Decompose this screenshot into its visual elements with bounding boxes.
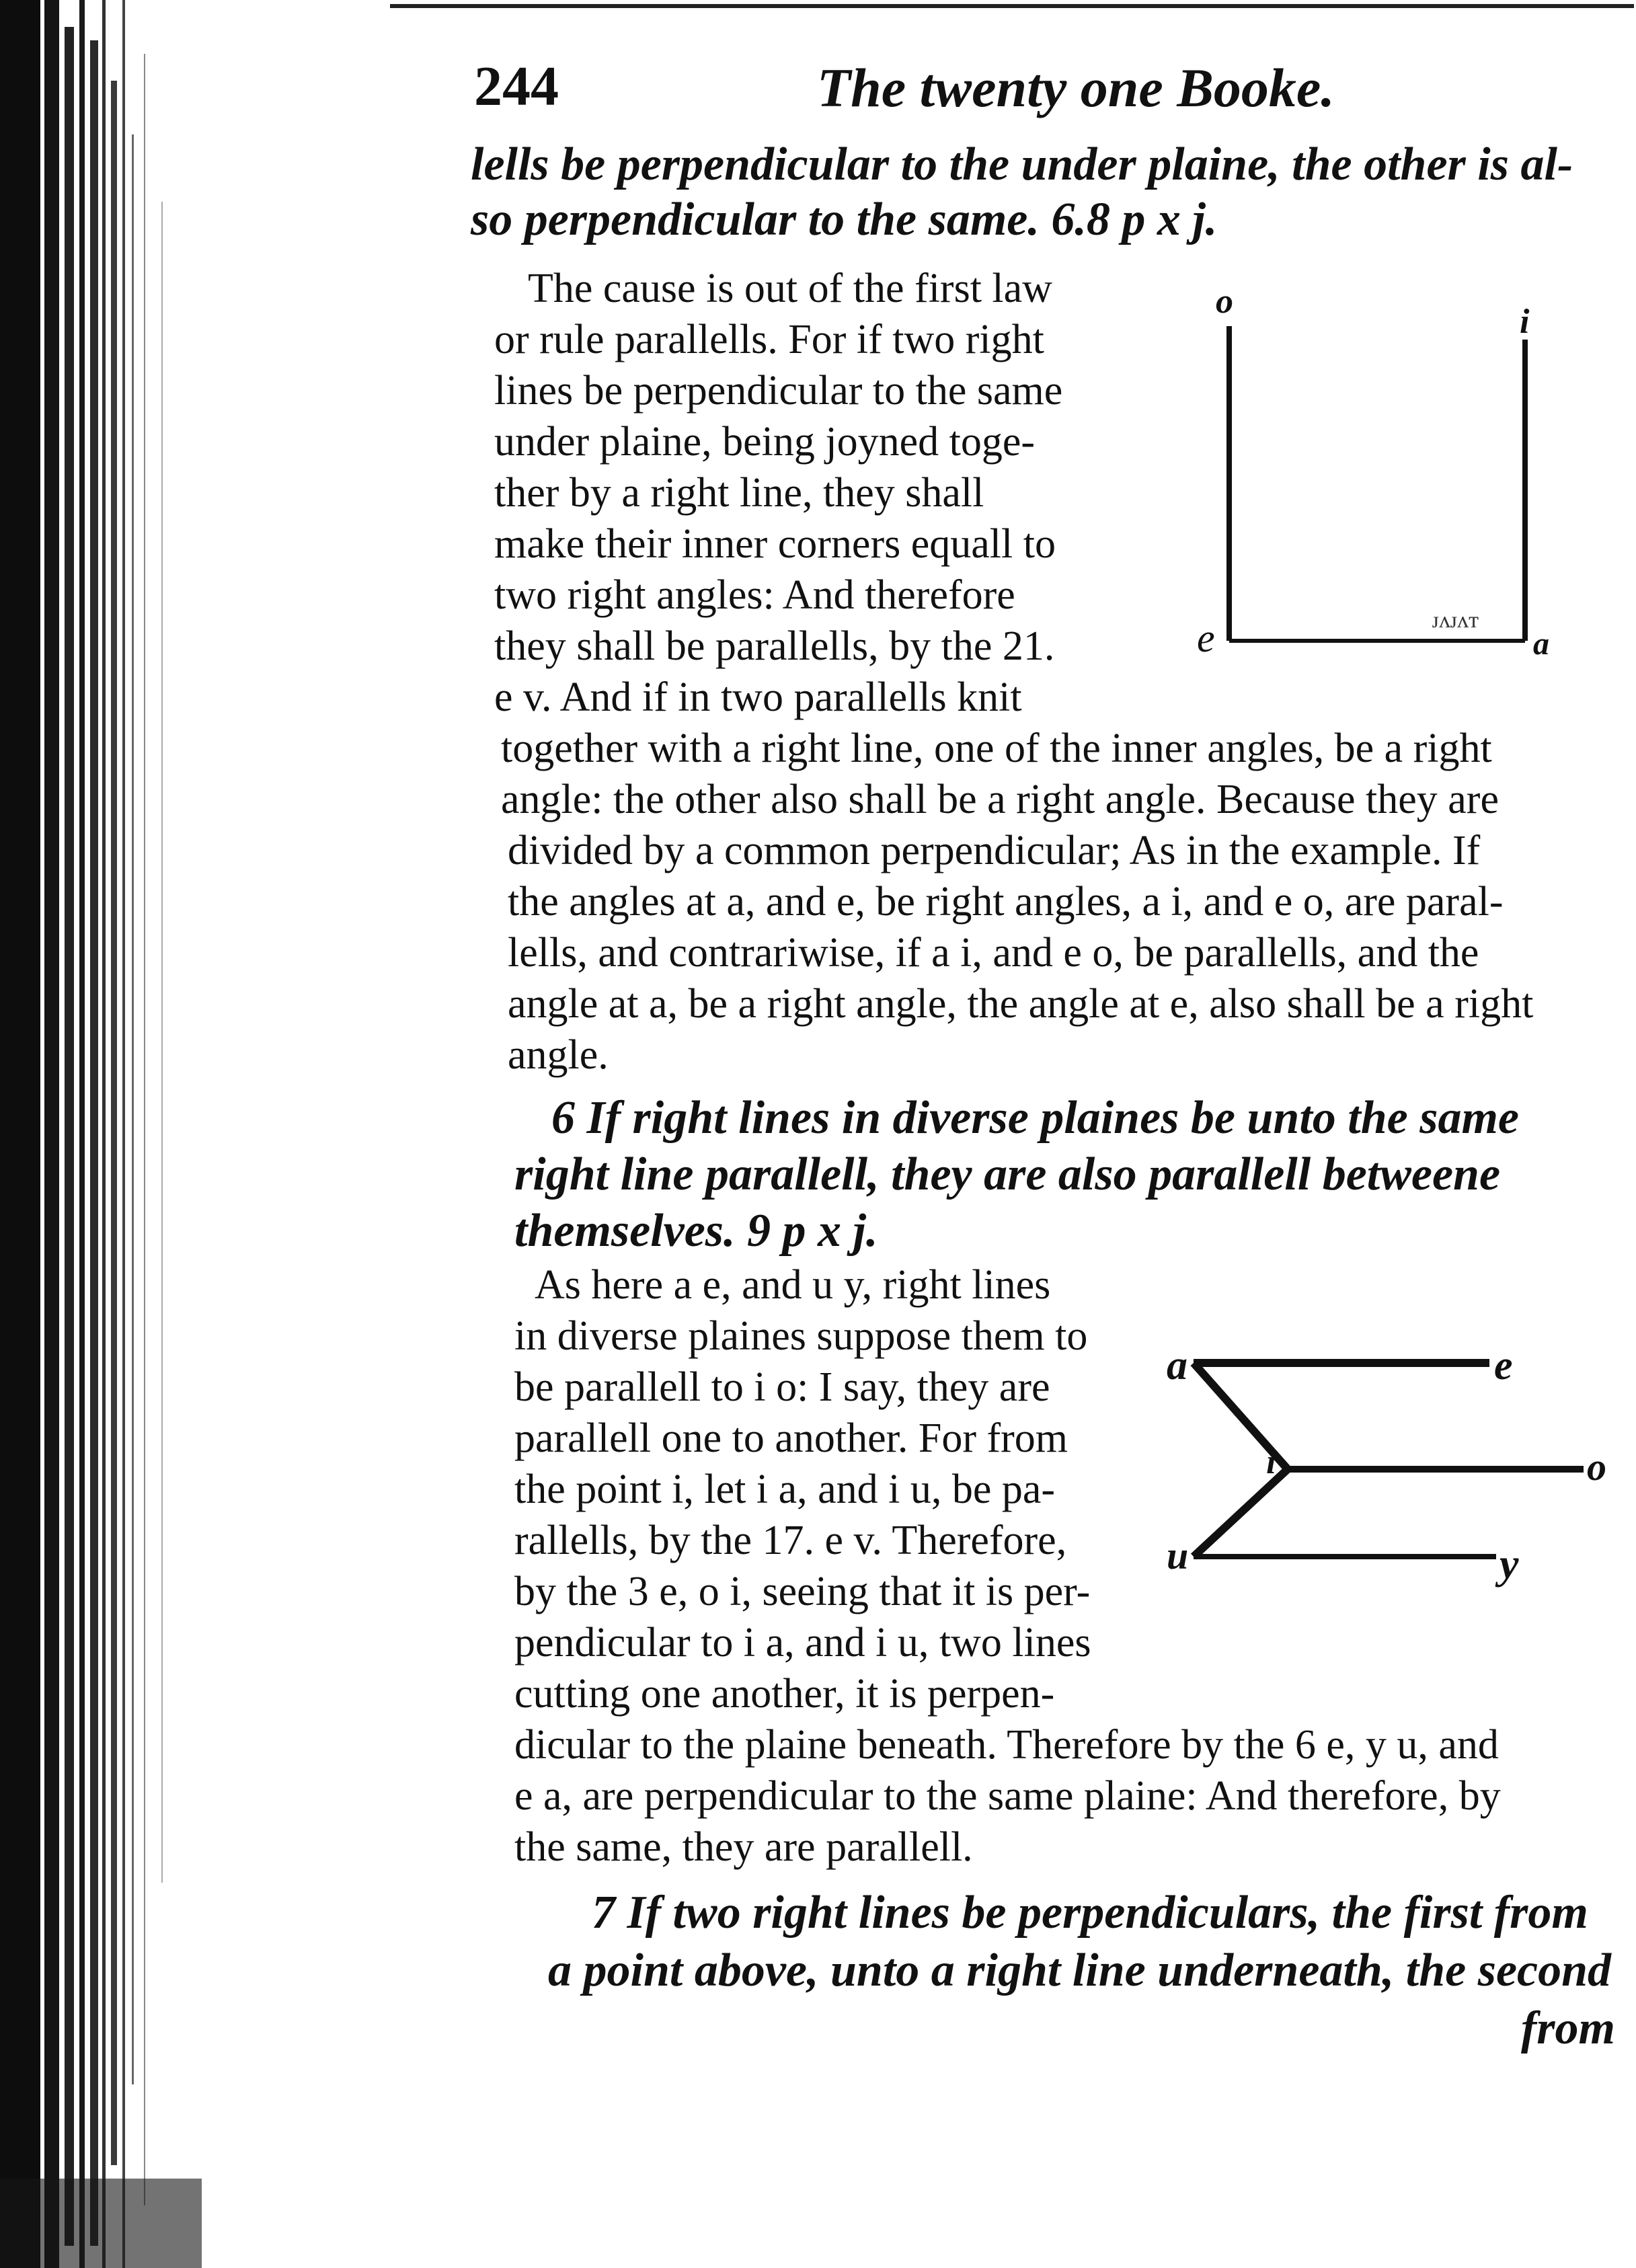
- para1-line-9: e v. And if in two parallells knit: [494, 674, 1022, 720]
- fig1-label-o: o: [1216, 282, 1233, 321]
- prop7-line-2: a point above, unto a right line underneath, the second: [548, 1945, 1612, 1996]
- para2-line-10: dicular to the plaine beneath. Therefore by the 6 e, y u, and: [514, 1722, 1499, 1768]
- para1-line-5: ther by a right line, they shall: [494, 470, 984, 516]
- fig2-label-o: o: [1587, 1445, 1606, 1489]
- para1-line-13: the angles at a, and e, be right angles, a i, and e o, are paral-: [508, 879, 1504, 925]
- fig1-label-e: e: [1197, 616, 1215, 660]
- fig2-label-u: u: [1167, 1534, 1189, 1577]
- para2-line-9: cutting one another, it is perpen-: [514, 1671, 1055, 1717]
- para2-line-1: As here a e, and u y, right lines: [535, 1262, 1051, 1308]
- fig1-label-a: a: [1533, 626, 1549, 662]
- binding-gutter: [0, 0, 202, 2268]
- prop6-line-1: 6 If right lines in diverse plaines be unto the same: [551, 1092, 1519, 1144]
- para1-line-14: lells, and contrariwise, if a i, and e o, be parallells, and the: [508, 930, 1479, 976]
- para1-line-3: lines be perpendicular to the same: [494, 368, 1063, 414]
- para1-line-10: together with a right line, one of the inner angles, be a right: [501, 726, 1492, 771]
- para1-line-1: The cause is out of the first law: [528, 266, 1052, 311]
- para1-line-2: or rule parallells. For if two right: [494, 317, 1044, 362]
- para2-line-2: in diverse plaines suppose them to: [514, 1313, 1088, 1359]
- para1-line-11: angle: the other also shall be a right angle. Because they are: [501, 777, 1499, 822]
- para2-line-3: be parallell to i o: I say, they are: [514, 1364, 1050, 1410]
- para2-line-6: rallells, by the 17. e v. Therefore,: [514, 1518, 1067, 1563]
- para1-line-15: angle at a, be a right angle, the angle at e, also shall be a right: [508, 981, 1534, 1027]
- page-number: 244: [474, 55, 559, 118]
- para2-line-5: the point i, let i a, and i u, be pa-: [514, 1467, 1056, 1512]
- para1-line-16: angle.: [508, 1032, 609, 1078]
- fig2-label-y: y: [1499, 1540, 1519, 1588]
- para2-line-8: pendicular to i a, and i u, two lines: [514, 1620, 1091, 1666]
- fig2-label-i: i: [1266, 1443, 1276, 1481]
- prop5-line-2: so perpendicular to the same. 6.8 p x j.: [471, 194, 1218, 245]
- figure-1-diagram: [1197, 272, 1573, 682]
- para1-line-4: under plaine, being joyned toge-: [494, 419, 1036, 465]
- prop6-line-3: themselves. 9 p x j.: [514, 1205, 878, 1257]
- para1-line-6: make their inner corners equall to: [494, 521, 1056, 567]
- para1-line-8: they shall be parallells, by the 21.: [494, 623, 1055, 669]
- running-head: The twenty one Booke.: [817, 57, 1335, 118]
- para2-line-11: e a, are perpendicular to the same plaine: And therefore, by: [514, 1773, 1501, 1819]
- fig1-angle-mark: ᴊᴧᴊᴧᴛ: [1432, 608, 1479, 633]
- para2-line-12: the same, they are parallell.: [514, 1824, 973, 1870]
- catchword: from: [1521, 2002, 1615, 2054]
- para1-line-7: two right angles: And therefore: [494, 572, 1015, 618]
- figure-2-diagram: [1167, 1328, 1610, 1597]
- fig2-label-e: e: [1494, 1343, 1513, 1389]
- para1-line-12: divided by a common perpendicular; As in the example. If: [508, 828, 1481, 873]
- prop7-line-1: 7 If two right lines be perpendiculars, the first from: [592, 1887, 1588, 1939]
- running-header: [474, 54, 1577, 128]
- prop5-line-1: lells be perpendicular to the under plaine, the other is al-: [471, 139, 1573, 190]
- fig2-label-a: a: [1167, 1343, 1187, 1389]
- fig1-label-i: i: [1520, 303, 1530, 341]
- para2-line-4: parallell one to another. For from: [514, 1415, 1068, 1461]
- top-rule: [390, 4, 1634, 8]
- para2-line-7: by the 3 e, o i, seeing that it is per-: [514, 1569, 1091, 1614]
- prop6-line-2: right line parallell, they are also parallell betweene: [514, 1148, 1501, 1200]
